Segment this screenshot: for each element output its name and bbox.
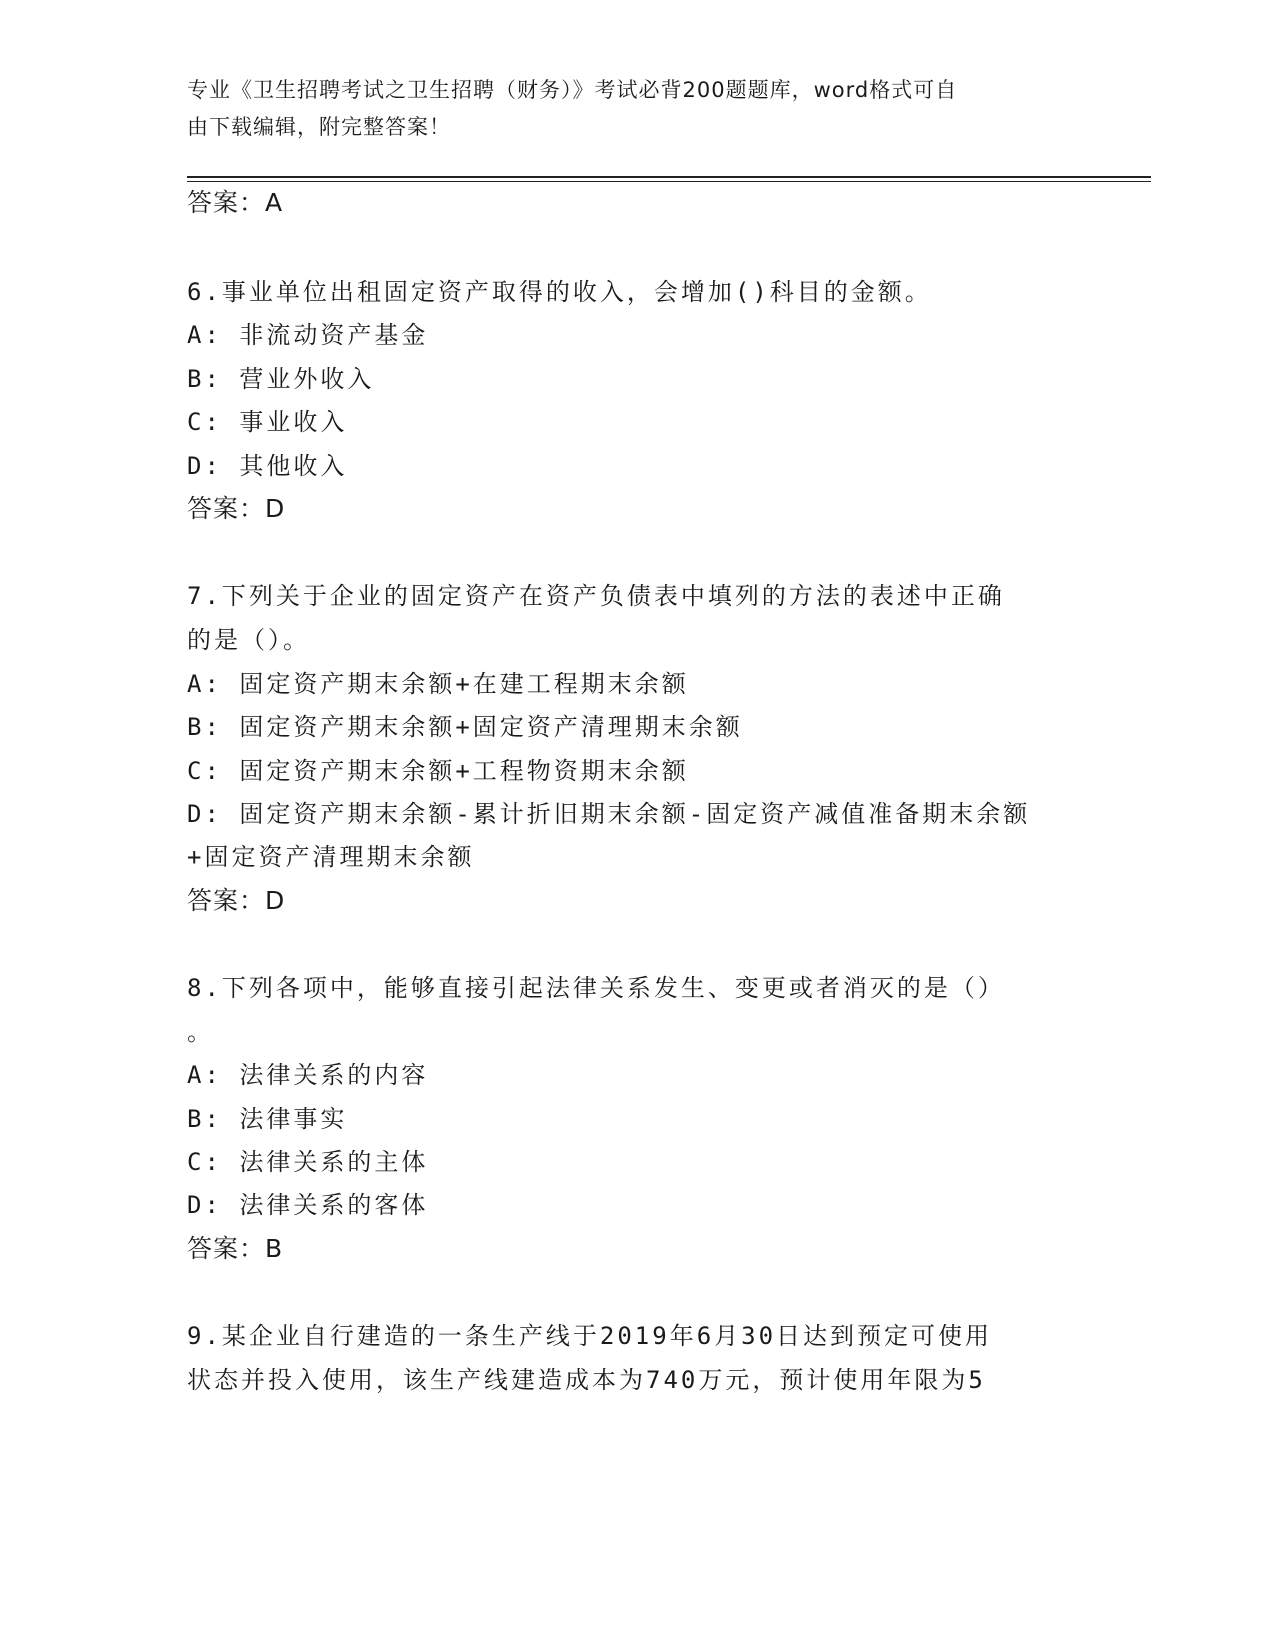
answer-q6: 答案：D — [187, 494, 286, 523]
question-7-option-d-line-1: D: 固定资产期末余额-累计折旧期末余额-固定资产减值准备期末余额 — [187, 800, 1031, 828]
question-7-stem-line-2: 的是（）。 — [187, 626, 310, 654]
answer-q8: 答案：B — [187, 1234, 284, 1263]
question-7-stem-line-1: 7.下列关于企业的固定资产在资产负债表中填列的方法的表述中正确 — [187, 582, 1005, 610]
question-8-option-a: A: 法律关系的内容 — [187, 1061, 429, 1089]
header-divider-thin — [187, 181, 1151, 182]
question-8-stem-line-1: 8.下列各项中，能够直接引起法律关系发生、变更或者消灭的是（） — [187, 974, 1005, 1002]
header-line-2: 由下载编辑，附完整答案！ — [187, 115, 451, 139]
question-7-option-c: C: 固定资产期末余额+工程物资期末余额 — [187, 757, 689, 785]
question-6-option-c: C: 事业收入 — [187, 408, 348, 436]
answer-q5: 答案：A — [187, 188, 284, 217]
header-line-1: 专业《卫生招聘考试之卫生招聘（财务）》考试必背200题题库，word格式可自 — [187, 78, 958, 102]
question-8-stem-line-2: 。 — [187, 1018, 214, 1046]
question-7-option-b: B: 固定资产期末余额+固定资产清理期末余额 — [187, 713, 743, 741]
document-header — [187, 72, 1067, 146]
question-8-option-b: B: 法律事实 — [187, 1105, 348, 1133]
question-7-option-d-line-2: +固定资产清理期末余额 — [187, 843, 475, 871]
question-9-stem-line-2: 状态并投入使用，该生产线建造成本为740万元，预计使用年限为5 — [187, 1366, 986, 1394]
answer-q7: 答案：D — [187, 886, 286, 915]
question-6-option-a: A: 非流动资产基金 — [187, 321, 429, 349]
header-divider-thick — [187, 176, 1151, 178]
question-6-option-d: D: 其他收入 — [187, 452, 348, 480]
question-7-option-a: A: 固定资产期末余额+在建工程期末余额 — [187, 670, 689, 698]
question-8-option-d: D: 法律关系的客体 — [187, 1191, 429, 1219]
question-6-option-b: B: 营业外收入 — [187, 365, 375, 393]
question-9-stem-line-1: 9.某企业自行建造的一条生产线于2019年6月30日达到预定可使用 — [187, 1322, 993, 1350]
question-8-option-c: C: 法律关系的主体 — [187, 1148, 429, 1176]
question-6-stem: 6.事业单位出租固定资产取得的收入，会增加()科目的金额。 — [187, 278, 932, 306]
